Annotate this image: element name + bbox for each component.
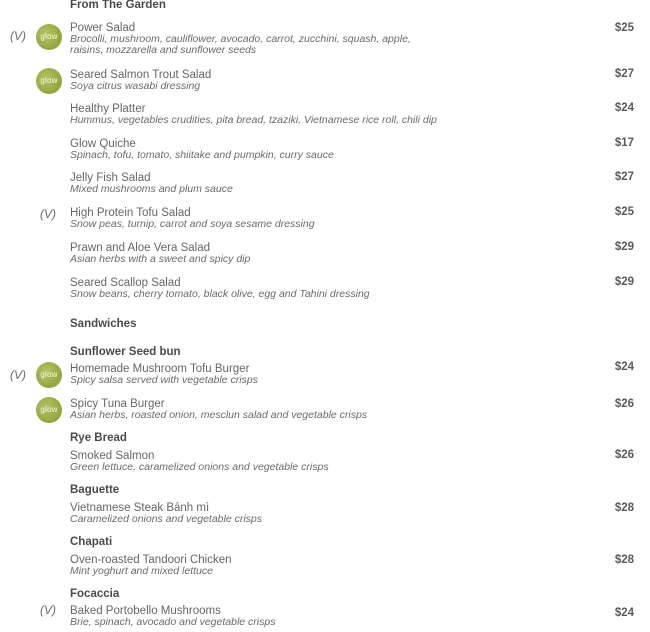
menu-item-description: Spicy salsa served with vegetable crisps [70, 374, 258, 386]
menu-item-price: $29 [614, 276, 634, 288]
menu-item-price: $25 [614, 206, 634, 218]
menu-item-name: Vietnamese Steak Bánh mì [70, 502, 210, 514]
vegetarian-badge: (V) [10, 368, 26, 382]
vegetarian-badge: (V) [40, 207, 56, 221]
vegetarian-badge: (V) [10, 29, 26, 43]
menu-item-price: $26 [614, 398, 634, 410]
menu-item-name: Seared Scallop Salad [70, 277, 181, 289]
menu-item-price: $27 [614, 68, 634, 80]
menu-item-price: $26 [614, 449, 634, 461]
menu-item-description: Mint yoghurt and mixed lettuce [70, 565, 213, 577]
glow-logo-icon: glow [36, 362, 62, 388]
menu-item-description: raisins, mozzarella and sunflower seeds [70, 44, 257, 56]
subheading-rye-bread: Rye Bread [70, 432, 127, 444]
menu-item-price: $24 [614, 607, 634, 619]
menu-item-name: Healthy Platter [70, 103, 146, 115]
menu-item-price: $28 [614, 554, 634, 566]
menu-item-name: Smoked Salmon [70, 450, 155, 462]
menu-item-price: $17 [614, 137, 634, 149]
glow-logo-icon: glow [36, 24, 62, 50]
menu-item-price: $25 [614, 22, 634, 34]
subheading-sunflower-seed-bun: Sunflower Seed bun [70, 346, 181, 358]
menu-item-description: Snow peas, turnip, carrot and soya sesame dressing [70, 218, 315, 230]
menu-item-name: Baked Portobello Mushrooms [70, 605, 221, 617]
glow-logo-icon: glow [36, 397, 62, 423]
menu-item-description: Green lettuce, caramelized onions and vegetable crisps [70, 461, 329, 473]
menu-item-description: Caramelized onions and vegetable crisps [70, 513, 263, 525]
subheading-chapati: Chapati [70, 536, 113, 548]
section-heading-sandwiches: Sandwiches [70, 318, 137, 330]
menu-item-name: Homemade Mushroom Tofu Burger [70, 363, 250, 375]
subheading-focaccia: Focaccia [70, 588, 120, 600]
menu-item-price: $29 [614, 241, 634, 253]
menu-item-name: Oven-roasted Tandoori Chicken [70, 554, 232, 566]
menu-item-name: High Protein Tofu Salad [70, 207, 191, 219]
menu-item-price: $24 [614, 361, 634, 373]
menu-item-name: Power Salad [70, 22, 136, 34]
menu-item-description: Snow beans, cherry tomato, black olive, egg and Tahini dressing [70, 288, 370, 300]
menu-item-description: Mixed mushrooms and plum sauce [70, 183, 233, 195]
menu-item-price: $27 [614, 171, 634, 183]
menu-item-name: Glow Quiche [70, 138, 136, 150]
menu-item-description: Brie, spinach, avocado and vegetable crisps [70, 616, 276, 628]
menu-item-description: Asian herbs with a sweet and spicy dip [70, 253, 251, 265]
menu-item-price: $24 [614, 102, 634, 114]
subheading-baguette: Baguette [70, 484, 120, 496]
menu-item-description: Asian herbs, roasted onion, mesclun salad and vegetable crisps [70, 409, 368, 421]
menu-item-name: Jelly Fish Salad [70, 172, 151, 184]
menu-item-description: Soya citrus wasabi dressing [70, 80, 201, 92]
menu-item-description: Hummus, vegetables crudities, pita bread, tzaziki, Vietnamese rice roll, chili dip [70, 114, 437, 126]
menu-item-name: Prawn and Aloe Vera Salad [70, 242, 211, 254]
menu-item-description: Brocolli, mushroom, cauliflower, avocado, carrot, zucchini, squash, apple, [70, 33, 411, 45]
menu-item-name: Spicy Tuna Burger [70, 398, 165, 410]
menu-item-price: $28 [614, 502, 634, 514]
vegetarian-badge: (V) [40, 603, 56, 617]
menu-item-description: Spinach, tofu, tomato, shiitake and pumpkin, curry sauce [70, 149, 334, 161]
section-heading-garden: From The Garden [70, 0, 166, 11]
glow-logo-icon: glow [36, 68, 62, 94]
menu-item-name: Seared Salmon Trout Salad [70, 69, 212, 81]
